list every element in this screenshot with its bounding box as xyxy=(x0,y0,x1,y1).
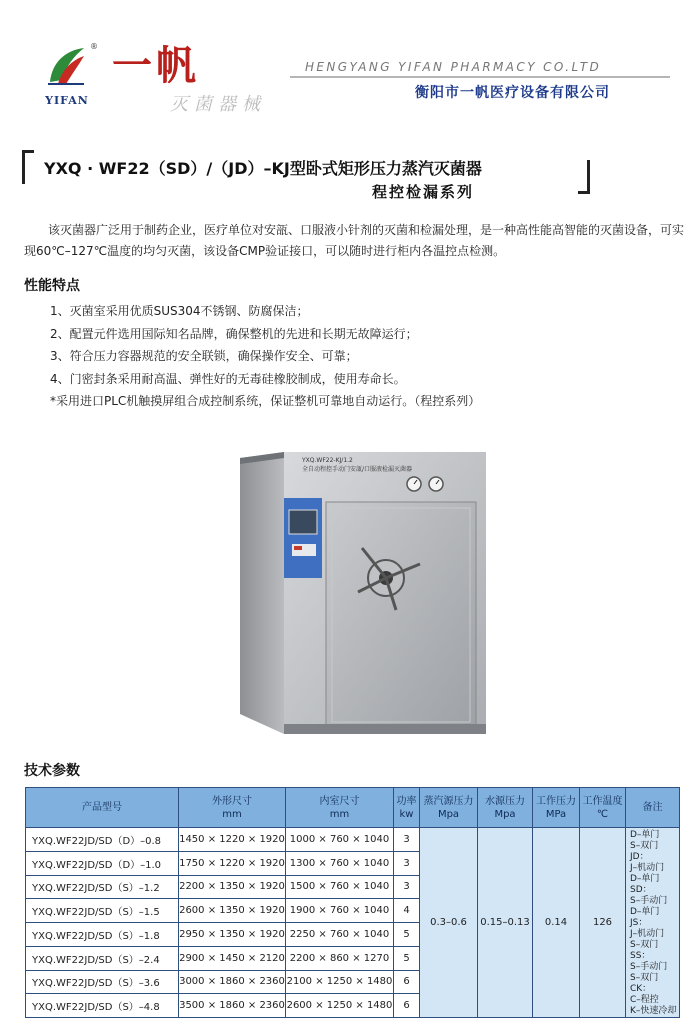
feature-item: *采用进口PLC机触摸屏组合成控制系统，保证整机可靠地自动运行。（程控系列） xyxy=(50,394,481,408)
cell-inner: 1500 × 760 × 1040 xyxy=(286,875,394,899)
cell-power: 6 xyxy=(394,970,420,994)
intro-paragraph: 该灭菌器广泛用于制药企业，医疗单位对安瓿、口服液小针剂的灭菌和检漏处理，是一种高性能高智能的灭菌设备，可实现60℃–127℃温度的均匀灭菌，该设备CMP验证接口，可以随时进行柜内各温控点检测。 xyxy=(24,223,685,258)
feature-item: 2、配置元件选用国际知名品牌，确保整机的先进和长期无故障运行； xyxy=(50,326,418,341)
title-bracket-left xyxy=(22,150,34,184)
product-title: YXQ · WF22（SD）/（JD）–KJ型卧式矩形压力蒸汽灭菌器 xyxy=(44,159,482,178)
logo-text: YIFAN xyxy=(45,94,89,107)
cell-outer: 2200 × 1350 × 1920 xyxy=(179,875,286,899)
features-heading: 性能特点 xyxy=(24,278,80,294)
cell-outer: 1450 × 1220 × 1920 xyxy=(179,828,286,852)
cell-outer: 3500 × 1860 × 2360 xyxy=(179,994,286,1018)
cell-model: YXQ.WF22JD/SD（S）–4.8 xyxy=(26,994,179,1018)
cell-model: YXQ.WF22JD/SD（S）–1.5 xyxy=(26,899,179,923)
brand-name: 一帆 xyxy=(112,42,200,89)
cell-inner: 2200 × 860 × 1270 xyxy=(286,946,394,970)
cell-outer: 2900 × 1450 × 2120 xyxy=(179,946,286,970)
table-header-row xyxy=(26,788,680,828)
cell-outer: 2950 × 1350 × 1920 xyxy=(179,923,286,947)
sterilizer-photo xyxy=(236,452,486,734)
machine-label-line2: 全自动程控手动门安瓿/口服液检漏灭菌器 xyxy=(302,466,413,473)
brand-subtitle: 灭菌器械 xyxy=(170,94,266,115)
col-remarks: 备注 xyxy=(626,788,680,828)
col-steam: 蒸汽源压力 Mpa xyxy=(420,788,478,828)
registered-mark: ® xyxy=(90,42,98,51)
cell-inner: 2100 × 1250 × 1480 xyxy=(286,970,394,994)
cell-work-temp: 126 xyxy=(580,828,626,1018)
cell-power: 5 xyxy=(394,946,420,970)
cell-inner: 2600 × 1250 × 1480 xyxy=(286,994,394,1018)
cell-inner: 2250 × 760 × 1040 xyxy=(286,923,394,947)
col-inner: 内室尺寸 mm xyxy=(286,788,394,828)
cell-outer: 3000 × 1860 × 2360 xyxy=(179,970,286,994)
cell-inner: 1000 × 760 × 1040 xyxy=(286,828,394,852)
title-bracket-right xyxy=(578,160,590,194)
cell-model: YXQ.WF22JD/SD（S）–2.4 xyxy=(26,946,179,970)
cell-model: YXQ.WF22JD/SD（S）–3.6 xyxy=(26,970,179,994)
specs-heading: 技术参数 xyxy=(24,763,80,779)
col-outer: 外形尺寸 mm xyxy=(179,788,286,828)
table-row xyxy=(26,828,680,852)
cell-steam: 0.3–0.6 xyxy=(420,828,478,1018)
col-model: 产品型号 xyxy=(26,788,179,828)
product-series: 程控检漏系列 xyxy=(372,183,475,201)
company-logo xyxy=(36,42,98,112)
leaf-logo-icon xyxy=(44,44,88,88)
col-water: 水源压力 Mpa xyxy=(478,788,533,828)
cell-power: 4 xyxy=(394,899,420,923)
cell-power: 3 xyxy=(394,875,420,899)
cell-outer: 2600 × 1350 × 1920 xyxy=(179,899,286,923)
cell-model: YXQ.WF22JD/SD（S）–1.8 xyxy=(26,923,179,947)
company-name-en: HENGYANG YIFAN PHARMACY CO.LTD xyxy=(305,60,602,74)
col-work-temp: 工作温度 ℃ xyxy=(580,788,626,828)
feature-item: 4、门密封条采用耐高温、弹性好的无毒硅橡胶制成，使用寿命长。 xyxy=(50,371,406,386)
cell-model: YXQ.WF22JD/SD（D）–1.0 xyxy=(26,851,179,875)
cell-remarks: D–单门 S–双门 JD： J–机动门 D–单门 SD： S–手动门 D–单门 JS： J–机动门 S–双门 SS： S–手动门 S–双门 CK： C–程控 K–快速冷却 xyxy=(626,828,680,1018)
cell-outer: 1750 × 1220 × 1920 xyxy=(179,851,286,875)
feature-item: 1、灭菌室采用优质SUS304不锈钢、防腐保洁； xyxy=(50,304,309,318)
feature-item: 3、符合压力容器规范的安全联锁，确保操作安全、可靠； xyxy=(50,349,358,363)
cell-water: 0.15–0.13 xyxy=(478,828,533,1018)
cell-power: 5 xyxy=(394,923,420,947)
machine-label-line1: YXQ.WF22-KJ/1.2 xyxy=(302,457,353,464)
col-work-pressure: 工作压力 MPa xyxy=(533,788,580,828)
company-name-cn: 衡阳市一帆医疗设备有限公司 xyxy=(415,85,610,101)
cell-model: YXQ.WF22JD/SD（D）–0.8 xyxy=(26,828,179,852)
cell-work-pressure: 0.14 xyxy=(533,828,580,1018)
features-list xyxy=(50,300,480,413)
header-divider xyxy=(290,76,670,78)
cell-inner: 1300 × 760 × 1040 xyxy=(286,851,394,875)
cell-inner: 1900 × 760 × 1040 xyxy=(286,899,394,923)
cell-model: YXQ.WF22JD/SD（S）–1.2 xyxy=(26,875,179,899)
cell-power: 3 xyxy=(394,828,420,852)
spec-table xyxy=(25,787,680,1018)
cell-power: 6 xyxy=(394,994,420,1018)
cell-power: 3 xyxy=(394,851,420,875)
col-power: 功率 kw xyxy=(394,788,420,828)
